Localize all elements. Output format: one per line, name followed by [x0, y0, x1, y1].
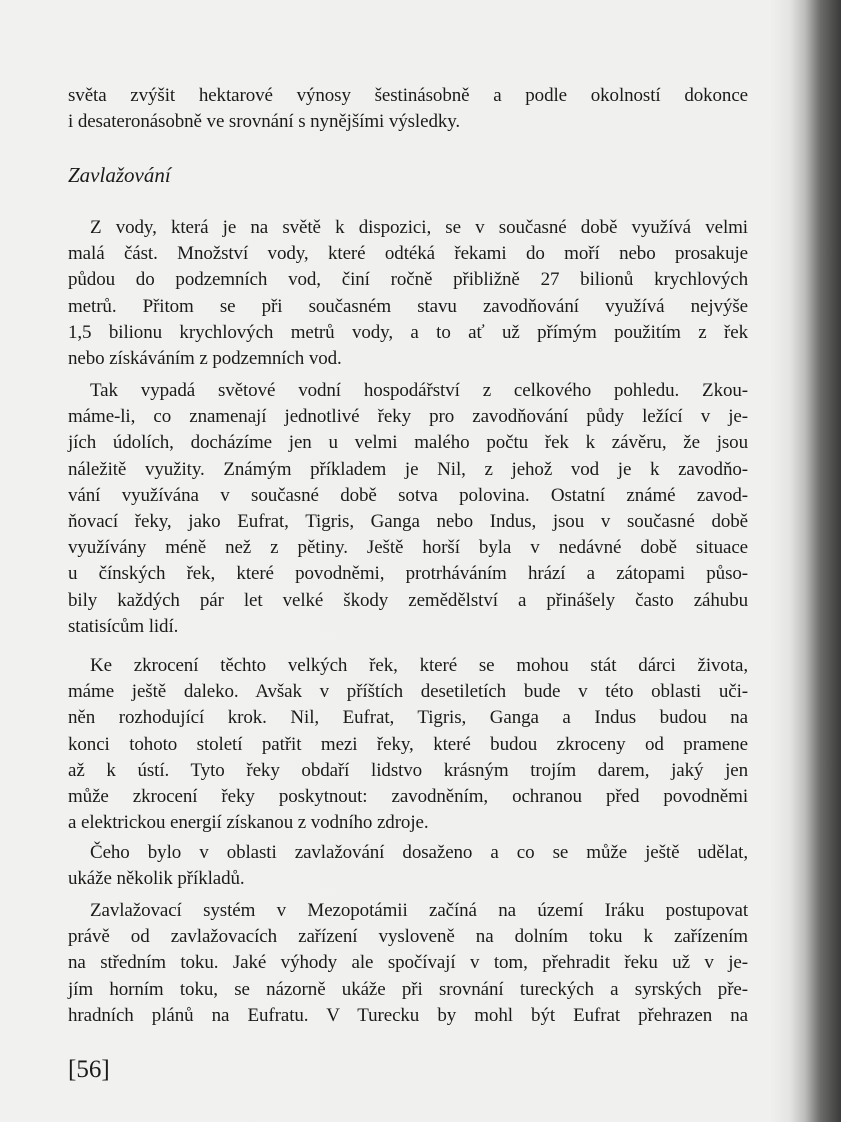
text-line: hradních plánů na Eufratu. V Turecku by mohl být Eufrat přehrazen na — [68, 1005, 748, 1026]
text-line: jích údolích, docházíme jen u velmi malého počtu řek k závěru, že jsou — [68, 432, 748, 453]
text-line: konci tohoto století patřit mezi řeky, které budou zkroceny od pramene — [68, 734, 748, 755]
text-line: ňovací řeky, jako Eufrat, Tigris, Ganga nebo Indus, jsou v současné době — [68, 511, 748, 532]
text-line: světa zvýšit hektarové výnosy šestinásobně a podle okolností dokonce — [68, 85, 748, 106]
page-number: [56] — [68, 1056, 110, 1083]
text-line: i desateronásobně ve srovnání s nynějšími výsledky. — [68, 111, 461, 132]
paragraph-first-line: Ke zkrocení těchto velkých řek, které se mohou stát dárci života, — [90, 655, 748, 676]
text-line: malá část. Množství vody, které odtéká řekami do moří nebo prosakuje — [68, 243, 748, 264]
section-heading: Zavlažování — [68, 163, 171, 187]
text-line: 1,5 bilionu krychlových metrů vody, a to ať už přímým použitím z řek — [68, 322, 748, 343]
text-line: jím horním toku, se názorně ukáže při srovnání tureckých a syrských pře- — [68, 979, 748, 1000]
text-line: právě od zavlažovacích zařízení vysloveně na dolním toku k zařízením — [68, 926, 748, 947]
text-line: máme-li, co znamenají jednotlivé řeky pro zavodňování půdy ležící v je- — [68, 406, 748, 427]
text-line: půdou do podzemních vod, činí ročně přibližně 27 bilionů krychlových — [68, 269, 748, 290]
text-line: a elektrickou energií získanou z vodního zdroje. — [68, 812, 429, 833]
paragraph-first-line: Z vody, která je na světě k dispozici, se v současné době využívá velmi — [90, 217, 748, 238]
paragraph-first-line: Zavlažovací systém v Mezopotámii začíná na území Iráku postupovat — [90, 900, 748, 921]
text-line: nebo získáváním z podzemních vod. — [68, 348, 342, 369]
text-line: až k ústí. Tyto řeky obdaří lidstvo krásným trojím darem, jaký jen — [68, 760, 748, 781]
text-line: může zkrocení řeky poskytnout: zavodněním, ochranou před povodněmi — [68, 786, 748, 807]
text-line: ukáže několik příkladů. — [68, 868, 245, 889]
text-line: něn rozhodující krok. Nil, Eufrat, Tigris, Ganga a Indus budou na — [68, 707, 748, 728]
text-line: statisícům lidí. — [68, 616, 179, 637]
text-line: u čínských řek, které povodněmi, protrháváním hrází a zátopami půso- — [68, 563, 748, 584]
text-line: máme ještě daleko. Avšak v příštích desetiletích bude v této oblasti uči- — [68, 681, 748, 702]
text-line: metrů. Přitom se při současném stavu zavodňování využívá nejvýše — [68, 296, 748, 317]
text-line: bily každých pár let velké škody zemědělství a přinášely často záhubu — [68, 590, 748, 611]
text-line: vání využívána v současné době sotva polovina. Ostatní známé zavod- — [68, 485, 748, 506]
text-line: na středním toku. Jaké výhody ale spočívají v tom, přehradit řeku už v je- — [68, 952, 748, 973]
paragraph-first-line: Tak vypadá světové vodní hospodářství z celkového pohledu. Zkou- — [90, 380, 748, 401]
paragraph-first-line: Čeho bylo v oblasti zavlažování dosaženo a co se může ještě udělat, — [90, 842, 748, 863]
text-line: náležitě využity. Známým příkladem je Nil, z jehož vod je k zavodňo- — [68, 459, 748, 480]
text-line: využívány méně než z pětiny. Ještě horší byla v nedávné době situace — [68, 537, 748, 558]
